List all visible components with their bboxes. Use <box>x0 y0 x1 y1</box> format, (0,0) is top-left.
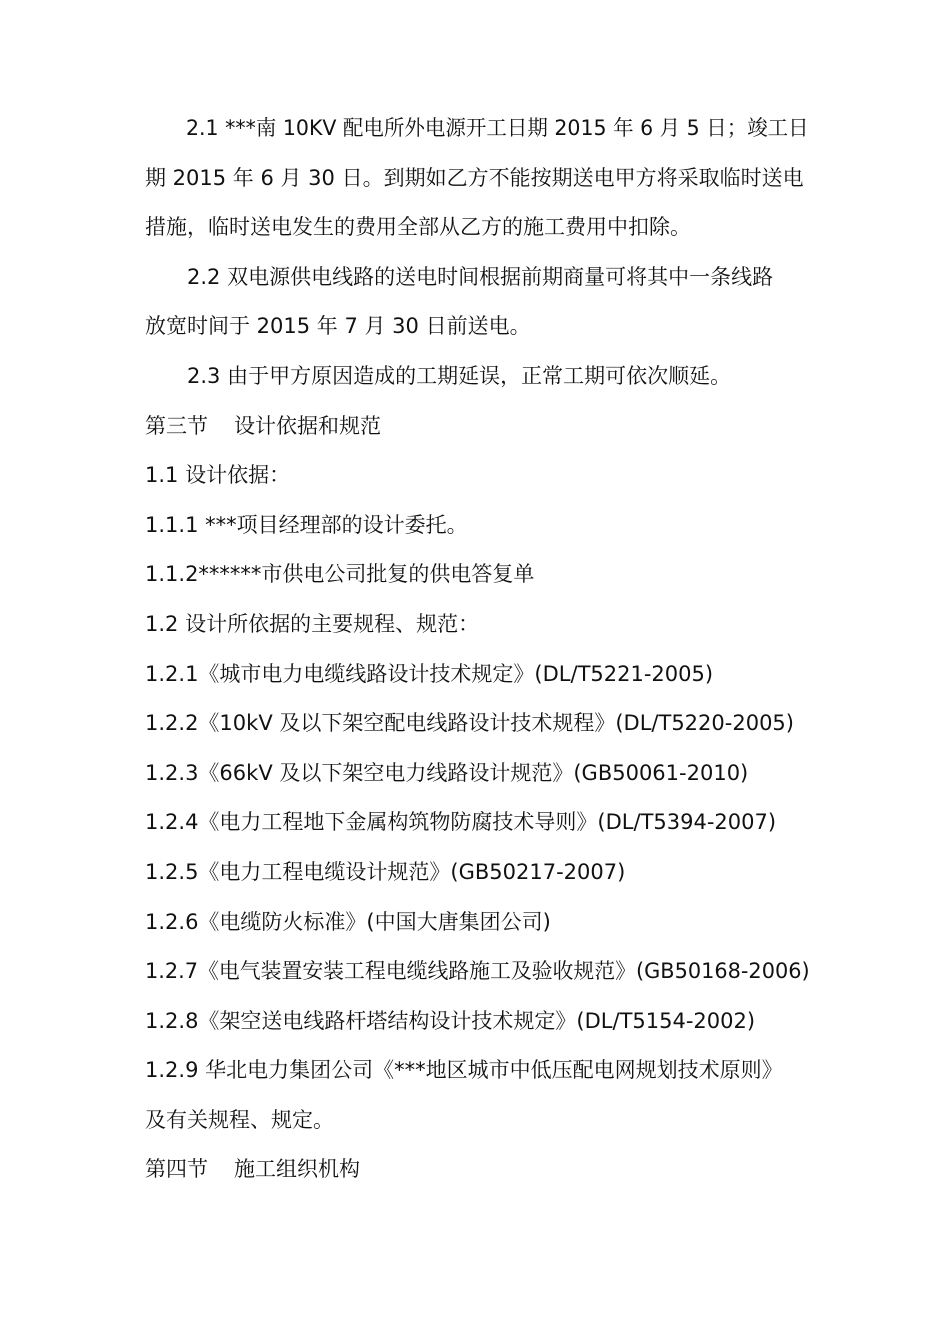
section-3-heading <box>145 402 809 452</box>
item-1-1-1: 1.1.1 ***项目经理部的设计委托。 <box>145 512 468 537</box>
paragraph-2-2-line-2: 放宽时间于 2015 年 7 月 30 日前送电。 <box>145 314 531 339</box>
item-1-2-6: 1.2.6《电缆防火标准》(中国大唐集团公司) <box>145 909 551 934</box>
item-1-2-8: 1.2.8《架空送电线路杆塔结构设计技术规定》(DL/T5154-2002) <box>145 1008 756 1033</box>
section-3-number: 第三节 <box>145 413 208 438</box>
item-1-2-2: 1.2.2《10kV 及以下架空配电线路设计技术规程》(DL/T5220-2005) <box>145 711 794 736</box>
paragraph-2-1-line-2: 期 2015 年 6 月 30 日。到期如乙方不能按期送电甲方将采取临时送电 <box>145 165 804 190</box>
item-1-2-9-line-1: 1.2.9 华北电力集团公司《***地区城市中低压配电网规划技术原则》 <box>145 1058 783 1083</box>
item-1-2-7: 1.2.7《电气装置安装工程电缆线路施工及验收规范》(GB50168-2006) <box>145 959 810 984</box>
item-1-2: 1.2 设计所依据的主要规程、规范： <box>145 611 480 636</box>
item-1-2-9-line-2: 及有关规程、规定。 <box>145 1107 334 1132</box>
paragraph-2-2-line-1: 2.2 双电源供电线路的送电时间根据前期商量可将其中一条线路 <box>187 264 774 289</box>
item-1-1-2: 1.1.2******市供电公司批复的供电答复单 <box>145 562 535 587</box>
item-1-1: 1.1 设计依据： <box>145 463 291 488</box>
item-1-2-4: 1.2.4《电力工程地下金属构筑物防腐技术导则》(DL/T5394-2007) <box>145 810 777 835</box>
document-body <box>145 104 809 1195</box>
item-1-2-1: 1.2.1《城市电力电缆线路设计技术规定》(DL/T5221-2005) <box>145 661 714 686</box>
paragraph-2-1-line-3: 措施，临时送电发生的费用全部从乙方的施工费用中扣除。 <box>145 215 691 240</box>
item-1-2-3: 1.2.3《66kV 及以下架空电力线路设计规范》(GB50061-2010) <box>145 760 749 785</box>
section-3-title: 设计依据和规范 <box>234 413 381 438</box>
paragraph-2-1-line-1: 2.1 ***南 10KV 配电所外电源开工日期 2015 年 6 月 5 日；竣工日 <box>185 116 809 140</box>
paragraph-2-3: 2.3 由于甲方原因造成的工期延误，正常工期可依次顺延。 <box>187 363 732 388</box>
section-4-heading <box>145 1145 809 1195</box>
item-1-2-5: 1.2.5《电力工程电缆设计规范》(GB50217-2007) <box>145 859 626 884</box>
section-4-title: 施工组织机构 <box>234 1157 360 1182</box>
section-4-number: 第四节 <box>145 1157 208 1182</box>
